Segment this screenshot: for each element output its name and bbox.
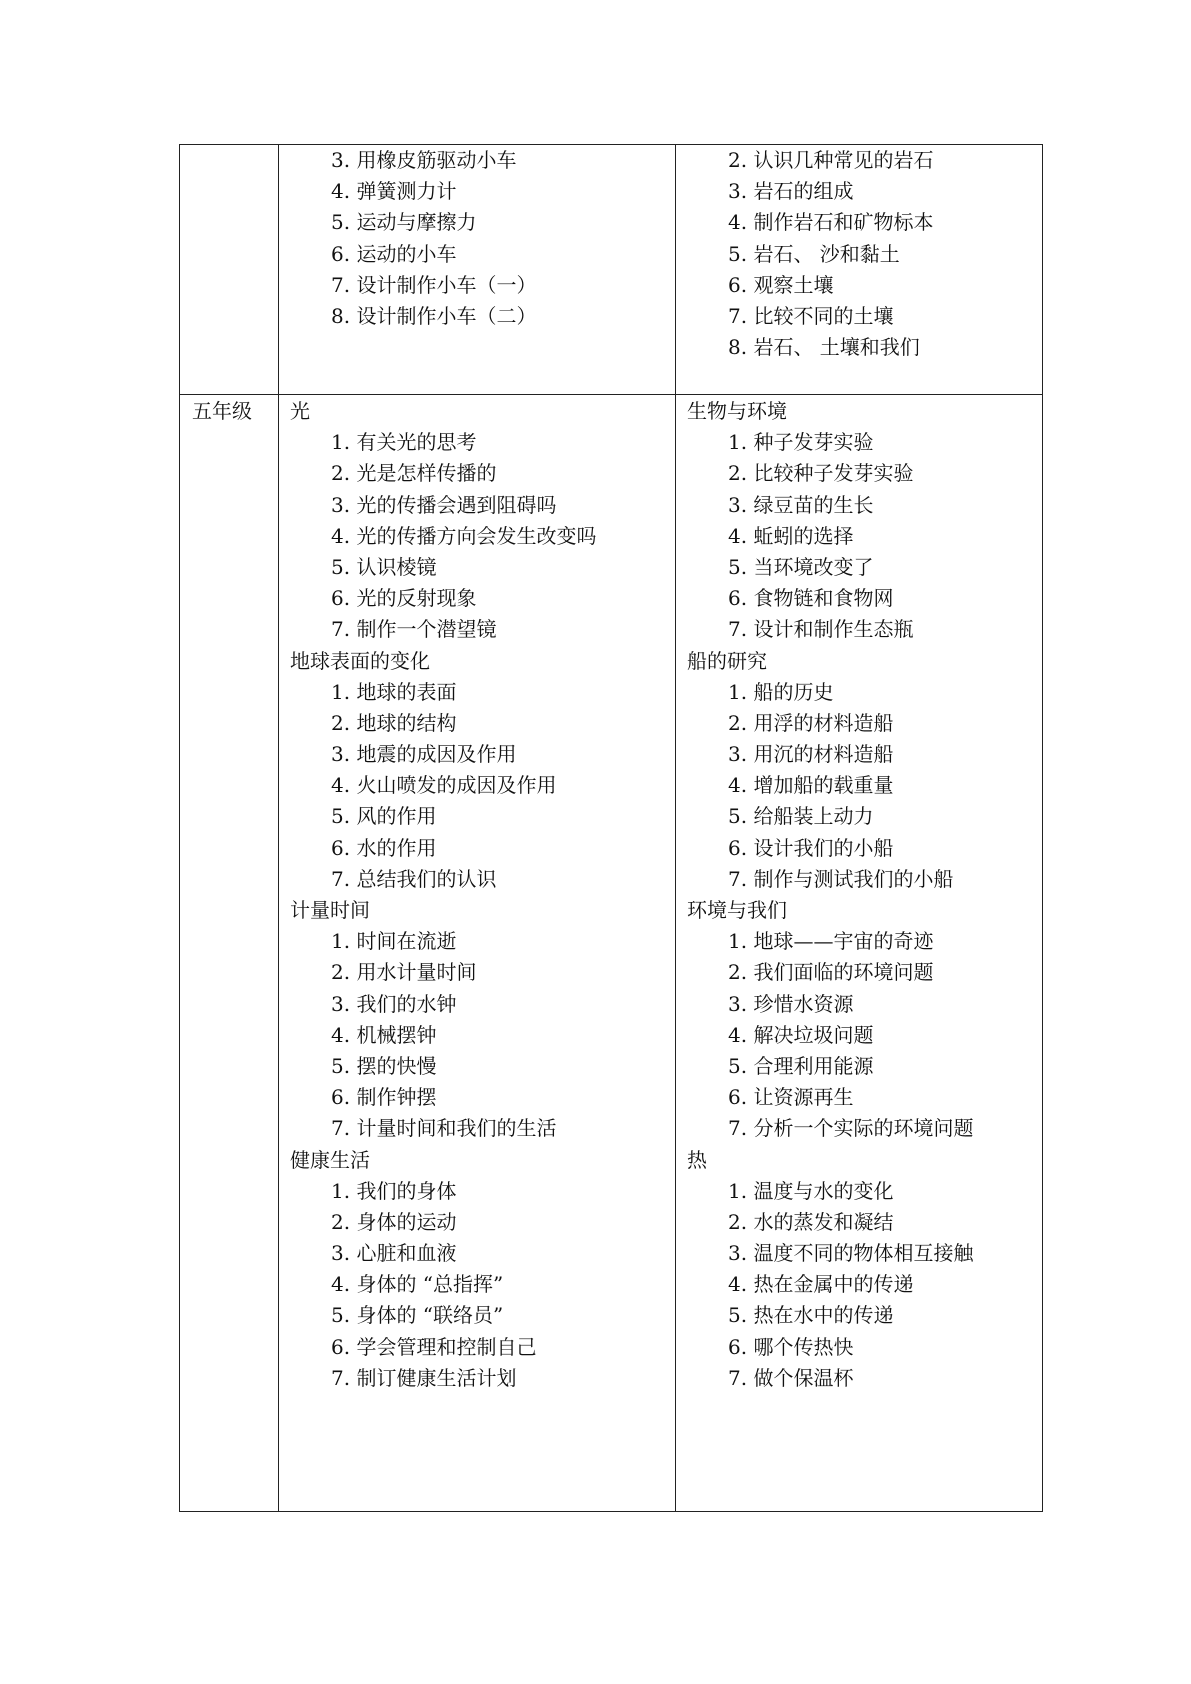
- lesson-item: 3. 温度不同的物体相互接触: [728, 1241, 974, 1266]
- lesson-item: 7. 总结我们的认识: [331, 866, 497, 891]
- semester-2-cell: [675, 145, 1044, 394]
- lesson-item: 4. 弹簧测力计: [331, 179, 457, 204]
- lesson-item: 5. 运动与摩擦力: [331, 210, 477, 235]
- lesson-item: 7. 比较不同的土壤: [728, 303, 894, 328]
- lesson-item: 2. 光是怎样传播的: [331, 461, 497, 486]
- lesson-item: 7. 设计制作小车（一）: [331, 272, 537, 297]
- lesson-item: 6. 水的作用: [331, 835, 437, 860]
- unit-title: 地球表面的变化: [290, 648, 430, 673]
- lesson-item: 3. 用橡皮筋驱动小车: [331, 148, 517, 172]
- lesson-item: 3. 岩石的组成: [728, 179, 854, 204]
- lesson-item: 5. 合理利用能源: [728, 1053, 874, 1078]
- lesson-item: 1. 时间在流逝: [331, 929, 457, 954]
- lesson-item: 5. 给船装上动力: [728, 804, 874, 829]
- lesson-item: 8. 设计制作小车（二）: [331, 303, 537, 328]
- lesson-item: 2. 地球的结构: [331, 710, 457, 735]
- lesson-item: 4. 解决垃圾问题: [728, 1022, 874, 1047]
- lesson-item: 6. 光的反射现象: [331, 586, 477, 611]
- semester-1-cell: [278, 145, 675, 394]
- lesson-item: 6. 让资源再生: [728, 1085, 854, 1110]
- lesson-item: 1. 地球——宇宙的奇迹: [728, 929, 934, 954]
- lesson-item: 6. 哪个传热快: [728, 1334, 854, 1359]
- lesson-item: 1. 温度与水的变化: [728, 1178, 894, 1203]
- lesson-item: 2. 我们面临的环境问题: [728, 960, 934, 985]
- grade-label: 五年级: [192, 399, 252, 423]
- lesson-item: 2. 用浮的材料造船: [728, 710, 894, 735]
- lesson-item: 5. 岩石、 沙和黏土: [728, 241, 900, 266]
- lesson-item: 7. 计量时间和我们的生活: [331, 1116, 557, 1141]
- lesson-item: 5. 摆的快慢: [331, 1053, 437, 1078]
- lesson-item: 7. 制作与测试我们的小船: [728, 866, 954, 891]
- lesson-item: 8. 岩石、 土壤和我们: [728, 335, 920, 360]
- lesson-item: 7. 制作一个潜望镜: [331, 617, 497, 642]
- lesson-item: 6. 制作钟摆: [331, 1085, 437, 1110]
- lesson-item: 5. 当环境改变了: [728, 554, 874, 579]
- lesson-item: 4. 光的传播方向会发生改变吗: [331, 523, 597, 548]
- lesson-item: 1. 船的历史: [728, 679, 834, 704]
- lesson-item: 1. 地球的表面: [331, 679, 457, 704]
- lesson-item: 4. 热在金属中的传递: [728, 1272, 914, 1297]
- lesson-item: 1. 我们的身体: [331, 1178, 457, 1203]
- lesson-item: 2. 用水计量时间: [331, 960, 477, 985]
- lesson-item: 3. 用沉的材料造船: [728, 742, 894, 767]
- lesson-item: 2. 比较种子发芽实验: [728, 461, 914, 486]
- lesson-item: 3. 绿豆苗的生长: [728, 492, 874, 517]
- lesson-item: 3. 光的传播会遇到阻碍吗: [331, 492, 557, 517]
- grade-cell: [180, 145, 278, 394]
- lesson-item: 4. 火山喷发的成因及作用: [331, 773, 557, 798]
- lesson-item: 7. 设计和制作生态瓶: [728, 617, 914, 642]
- lesson-item: 2. 身体的运动: [331, 1209, 457, 1234]
- lesson-item: 7. 做个保温杯: [728, 1365, 854, 1390]
- lesson-item: 6. 观察土壤: [728, 272, 834, 297]
- lesson-item: 4. 制作岩石和矿物标本: [728, 210, 934, 235]
- unit-title: 健康生活: [290, 1147, 370, 1172]
- lesson-item: 6. 学会管理和控制自己: [331, 1334, 537, 1359]
- lesson-item: 5. 热在水中的传递: [728, 1303, 894, 1328]
- unit-title: 计量时间: [290, 898, 370, 922]
- lesson-item: 3. 珍惜水资源: [728, 991, 854, 1016]
- lesson-item: 3. 心脏和血液: [331, 1241, 457, 1266]
- unit-title: 环境与我们: [687, 898, 787, 922]
- grade-cell: [180, 394, 278, 1513]
- lesson-item: 4. 身体的 “总指挥”: [331, 1272, 504, 1297]
- lesson-item: 5. 风的作用: [331, 804, 437, 829]
- lesson-item: 6. 食物链和食物网: [728, 586, 894, 611]
- lesson-item: 4. 增加船的载重量: [728, 773, 894, 798]
- lesson-item: 3. 我们的水钟: [331, 991, 457, 1016]
- unit-title: 生物与环境: [687, 399, 787, 423]
- lesson-item: 1. 有关光的思考: [331, 430, 477, 455]
- curriculum-table: [179, 144, 1043, 1512]
- lesson-item: 2. 认识几种常见的岩石: [728, 148, 934, 172]
- lesson-item: 2. 水的蒸发和凝结: [728, 1209, 894, 1234]
- lesson-item: 5. 身体的 “联络员”: [331, 1303, 504, 1328]
- lesson-item: 3. 地震的成因及作用: [331, 742, 517, 767]
- lesson-item: 1. 种子发芽实验: [728, 430, 874, 455]
- unit-title: 船的研究: [687, 648, 767, 673]
- semester-1-cell: [278, 394, 675, 1513]
- lesson-item: 6. 运动的小车: [331, 241, 457, 266]
- lesson-item: 7. 分析一个实际的环境问题: [728, 1116, 974, 1141]
- lesson-item: 4. 机械摆钟: [331, 1022, 437, 1047]
- unit-title: 光: [290, 399, 310, 423]
- lesson-item: 6. 设计我们的小船: [728, 835, 894, 860]
- lesson-item: 7. 制订健康生活计划: [331, 1365, 517, 1390]
- lesson-item: 5. 认识棱镜: [331, 554, 437, 579]
- unit-title: 热: [687, 1147, 707, 1172]
- semester-2-cell: [675, 394, 1044, 1513]
- lesson-item: 4. 蚯蚓的选择: [728, 523, 854, 548]
